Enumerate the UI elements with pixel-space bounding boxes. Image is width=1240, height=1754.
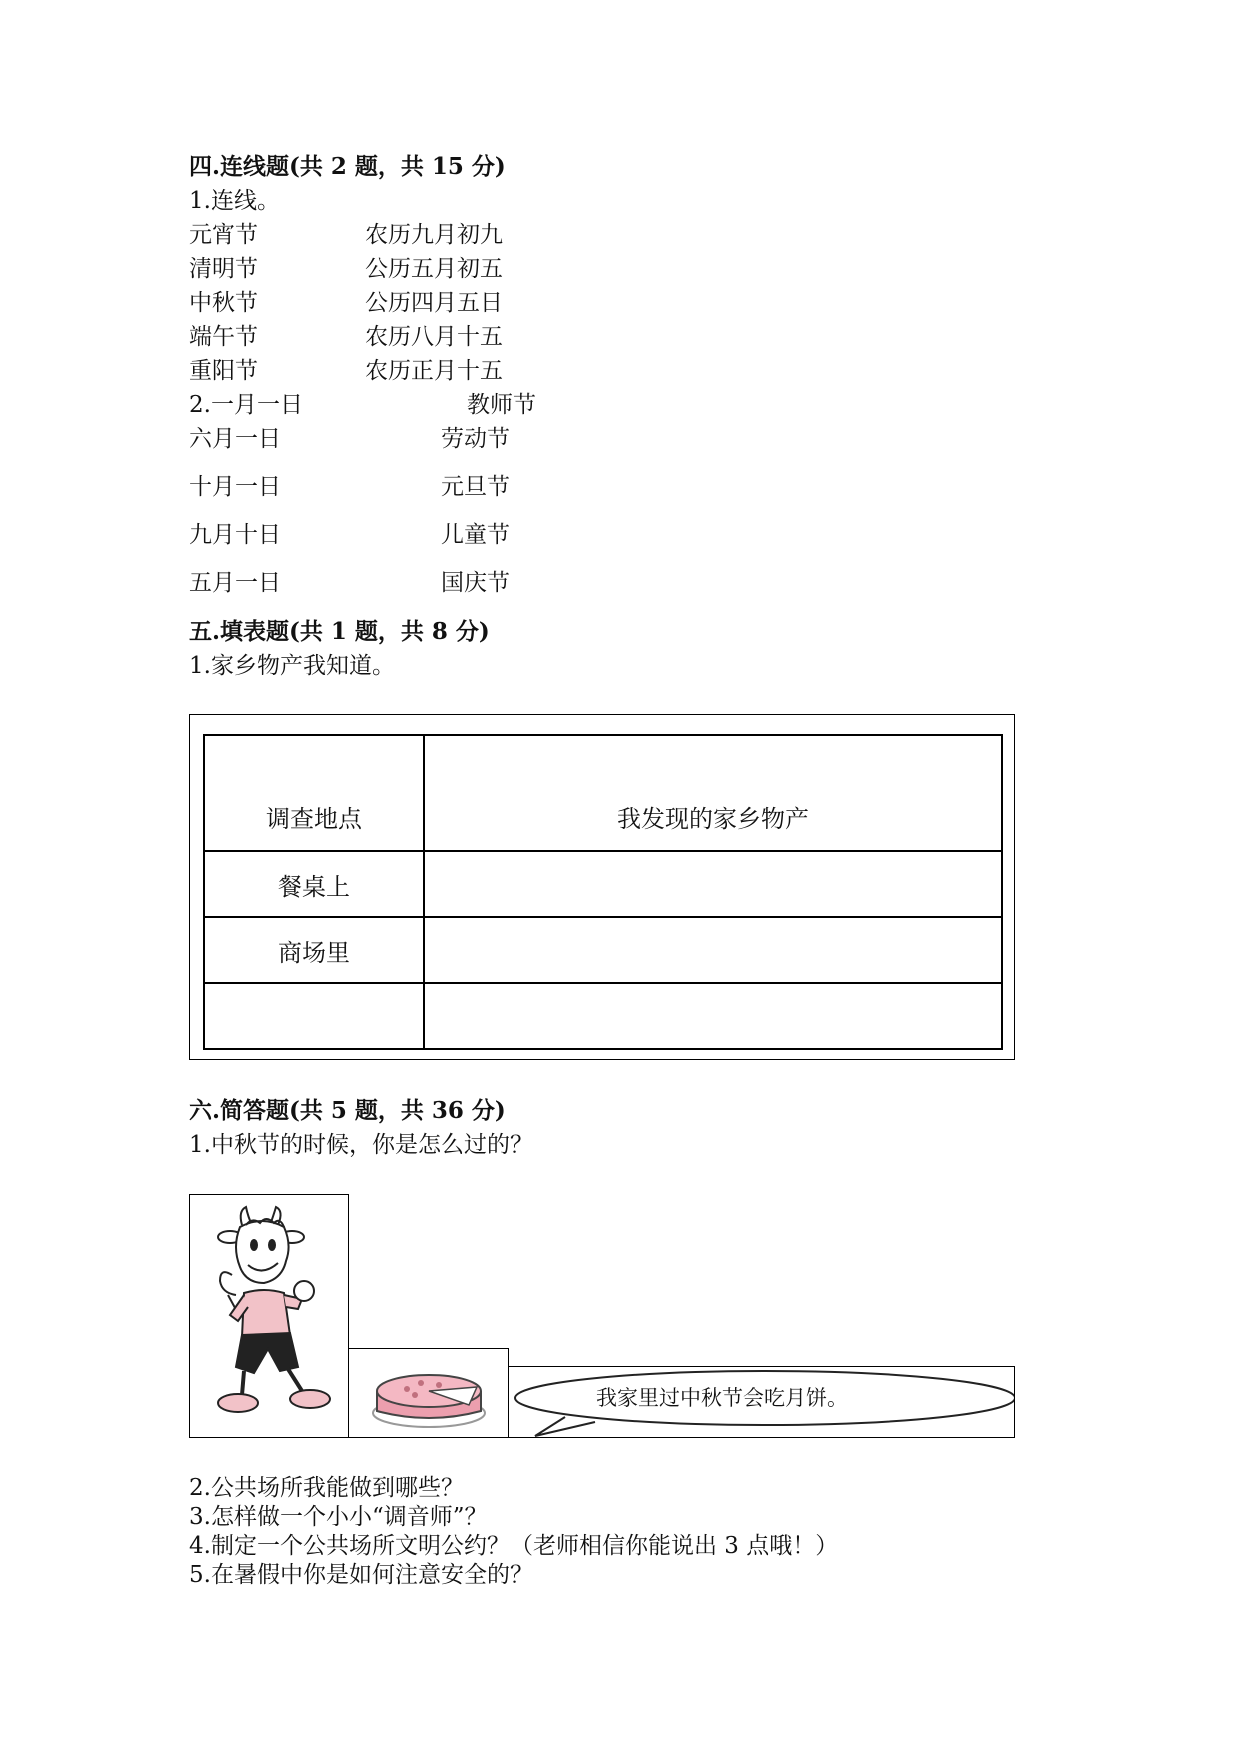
header-location: 调查地点 — [204, 735, 424, 851]
question-prompt: 3.怎样做一个小小“调音师”？ — [189, 1504, 488, 1530]
festival-item: 清明节 — [189, 256, 258, 282]
question-prompt: 1.中秋节的时候，你是怎么过的？ — [189, 1132, 533, 1158]
row-answer-cell[interactable] — [424, 983, 1002, 1049]
table-row — [204, 917, 1002, 983]
row-answer-cell[interactable] — [424, 851, 1002, 917]
date-item: 农历九月初九 — [365, 222, 503, 248]
holiday-item: 元旦节 — [441, 474, 510, 500]
festival-item: 中秋节 — [189, 290, 258, 316]
question-prompt: 2.公共场所我能做到哪些？ — [189, 1475, 464, 1501]
date-item: 农历正月十五 — [365, 358, 503, 384]
character-panel — [189, 1194, 349, 1438]
holiday-item: 儿童节 — [441, 522, 510, 548]
holiday-item: 国庆节 — [441, 570, 510, 596]
speech-bubble-text: 我家里过中秋节会吃月饼。 — [596, 1386, 848, 1410]
table-row — [204, 983, 1002, 1049]
table-header-row — [204, 735, 1002, 851]
goat-character-icon — [190, 1195, 348, 1437]
holiday-item: 劳动节 — [441, 426, 510, 452]
section6-heading: 六.简答题(共 5 题，共 36 分) — [189, 1097, 506, 1124]
date-item: 公历四月五日 — [365, 290, 503, 316]
question-prompt: 1.家乡物产我知道。 — [189, 653, 395, 679]
date-item: 六月一日 — [189, 426, 281, 452]
festival-item: 端午节 — [189, 324, 258, 350]
survey-table — [203, 734, 1003, 1050]
date-item: 十月一日 — [189, 474, 281, 500]
festival-item: 元宵节 — [189, 222, 258, 248]
header-products: 我发现的家乡物产 — [424, 735, 1002, 851]
question-prompt: 5.在暑假中你是如何注意安全的？ — [189, 1562, 533, 1588]
date-item: 公历五月初五 — [365, 256, 503, 282]
mooncake-panel — [348, 1348, 509, 1438]
date-item: 农历八月十五 — [365, 324, 503, 350]
date-item: 五月一日 — [189, 570, 281, 596]
row-location: 餐桌上 — [204, 851, 424, 917]
question-prompt: 4.制定一个公共场所文明公约？（老师相信你能说出 3 点哦！） — [189, 1533, 839, 1559]
section5-heading: 五.填表题(共 1 题，共 8 分) — [189, 618, 490, 645]
mooncake-icon — [349, 1349, 508, 1437]
section4-heading: 四.连线题(共 2 题，共 15 分) — [189, 153, 506, 180]
date-item: 2.一月一日 — [189, 392, 303, 418]
holiday-item: 教师节 — [467, 392, 536, 418]
date-item: 九月十日 — [189, 522, 281, 548]
row-answer-cell[interactable] — [424, 917, 1002, 983]
question-prompt: 1.连线。 — [189, 188, 280, 214]
row-location: 商场里 — [204, 917, 424, 983]
table-row — [204, 851, 1002, 917]
festival-item: 重阳节 — [189, 358, 258, 384]
row-location[interactable] — [204, 983, 424, 1049]
